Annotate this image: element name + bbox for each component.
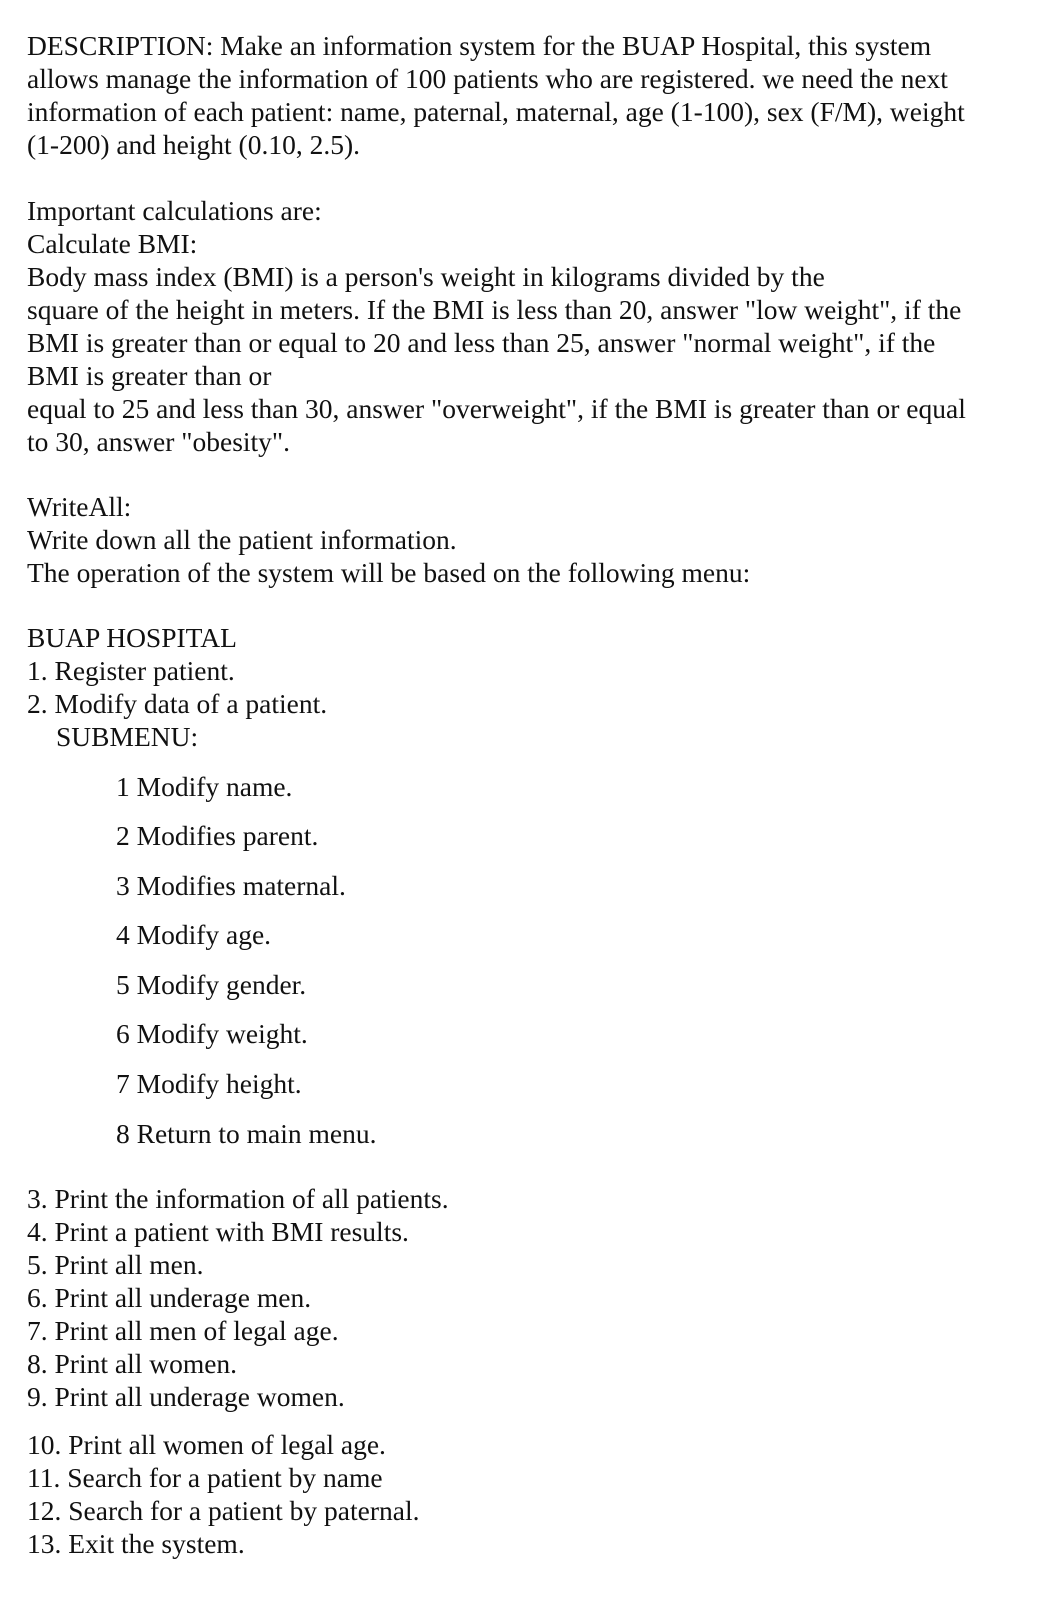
bmi-text-line: Body mass index (BMI) is a person's weight in kilograms divided by the (27, 261, 825, 292)
submenu-item: 4 Modify age. (116, 919, 272, 950)
menu-item: 4. Print a patient with BMI results. (27, 1216, 409, 1247)
calculations-intro: Important calculations are: (27, 195, 322, 226)
menu-item: 10. Print all women of legal age. (27, 1429, 386, 1460)
writeall-heading: WriteAll: (27, 491, 132, 522)
menu-item: 9. Print all underage women. (27, 1381, 345, 1412)
description-line: allows manage the information of 100 patients who are registered. we need the next (27, 63, 948, 94)
submenu-item: 5 Modify gender. (116, 969, 307, 1000)
menu-item: 5. Print all men. (27, 1249, 204, 1280)
menu-item: 1. Register patient. (27, 655, 235, 686)
description-line: DESCRIPTION: Make an information system for the BUAP Hospital, this system (27, 30, 932, 61)
bmi-text-line: square of the height in meters. If the BMI is less than 20, answer "low weight", if the (27, 294, 962, 325)
description-line: (1-200) and height (0.10, 2.5). (27, 129, 360, 160)
submenu-item: 6 Modify weight. (116, 1018, 308, 1049)
writeall-line: Write down all the patient information. (27, 524, 457, 555)
bmi-text-line: equal to 25 and less than 30, answer "overweight", if the BMI is greater than or equal (27, 393, 966, 424)
bmi-text-line: BMI is greater than or equal to 20 and less than 25, answer "normal weight", if the (27, 327, 936, 358)
submenu-item: 1 Modify name. (116, 771, 293, 802)
menu-item: 3. Print the information of all patients. (27, 1183, 449, 1214)
submenu-label: SUBMENU: (56, 721, 199, 752)
bmi-heading: Calculate BMI: (27, 228, 198, 259)
menu-title: BUAP HOSPITAL (27, 622, 237, 653)
menu-item: 7. Print all men of legal age. (27, 1315, 339, 1346)
menu-item: 2. Modify data of a patient. (27, 688, 328, 719)
menu-item: 11. Search for a patient by name (27, 1462, 383, 1493)
submenu-item: 7 Modify height. (116, 1068, 302, 1099)
menu-item: 8. Print all women. (27, 1348, 238, 1379)
submenu-item: 8 Return to main menu. (116, 1118, 377, 1149)
menu-item: 12. Search for a patient by paternal. (27, 1495, 420, 1526)
writeall-line: The operation of the system will be based on the following menu: (27, 557, 751, 588)
submenu-item: 2 Modifies parent. (116, 820, 319, 851)
description-line: information of each patient: name, paternal, maternal, age (1-100), sex (F/M), weight (27, 96, 965, 127)
bmi-text-line: to 30, answer "obesity". (27, 426, 291, 457)
menu-item: 13. Exit the system. (27, 1528, 245, 1559)
submenu-item: 3 Modifies maternal. (116, 870, 346, 901)
bmi-text-line: BMI is greater than or (27, 360, 272, 391)
menu-item: 6. Print all underage men. (27, 1282, 312, 1313)
